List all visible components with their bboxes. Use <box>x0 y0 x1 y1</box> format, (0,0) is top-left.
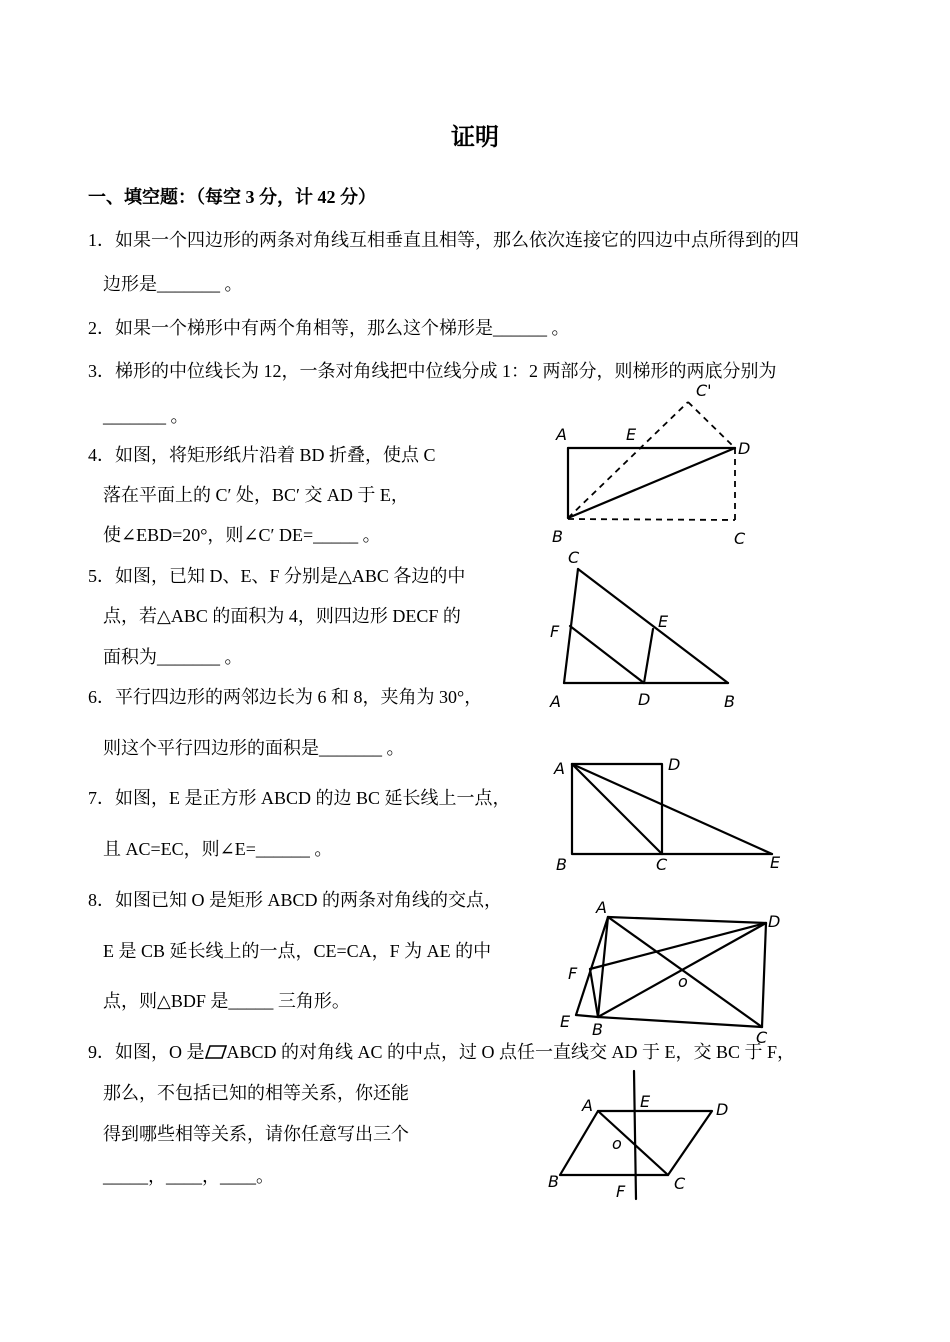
fig9-label-o: o <box>612 1134 622 1153</box>
fig7-label-c: C <box>656 855 668 874</box>
question-3-line-2: _______ 。 <box>103 406 189 426</box>
question-7-line-2: 且 AC=EC，则∠E=______ 。 <box>103 839 333 859</box>
fig4-label-a: A <box>556 425 567 444</box>
fig4-fold-bc-prime <box>568 402 688 518</box>
fig4-edge-bc <box>568 519 735 520</box>
question-5-line-1: 5．如图，已知 D、E、F 分别是△ABC 各边的中 <box>88 566 466 586</box>
question-8-line-2: E 是 CB 延长线上的一点，CE=CA，F 为 AE 的中 <box>103 941 492 961</box>
fig8-label-a: A <box>596 898 607 917</box>
question-4-line-1: 4．如图，将矩形纸片沿着 BD 折叠，使点 C <box>88 445 436 465</box>
fig8-label-f: F <box>568 964 578 983</box>
figure-8-rectangle-diagonals <box>540 895 800 1045</box>
question-9-line-1-end: ABCD 的对角线 AC 的中点，过 O 点任一直线交 AD 于 E，交 BC 于 F， <box>226 1042 796 1062</box>
fig5-label-f: F <box>550 622 560 641</box>
fig5-label-d: D <box>638 690 651 709</box>
page-title: 证明 <box>451 125 499 151</box>
question-6-line-1: 6．平行四边形的两邻边长为 6 和 8，夹角为 30°， <box>88 687 483 707</box>
question-9-line-1-start: 9．如图，O 是 <box>88 1042 205 1062</box>
fig7-segment-ae <box>572 764 772 854</box>
question-9-line-2: 那么，不包括已知的相等关系，你还能 <box>103 1083 409 1103</box>
fig9-label-c: C <box>674 1174 686 1193</box>
question-1-line-2: 边形是_______ 。 <box>103 274 243 294</box>
fig9-label-f: F <box>616 1182 626 1201</box>
question-3-line-1: 3．梯形的中位线长为 12，一条对角线把中位线分成 1：2 两部分，则梯形的两底分别为 <box>88 361 777 381</box>
fig9-label-b: B <box>548 1172 559 1191</box>
parallelogram-icon <box>205 1045 227 1059</box>
figure-9-parallelogram <box>540 1065 770 1210</box>
figure-5-triangle-midpoints <box>540 545 760 715</box>
fig5-edge-cb <box>578 569 728 683</box>
fig8-label-d: D <box>768 912 781 931</box>
fig8-label-e: E <box>560 1012 571 1031</box>
figure-7-square-extension <box>540 750 800 880</box>
question-7-line-1: 7．如图，E 是正方形 ABCD 的边 BC 延长线上一点， <box>88 788 511 808</box>
question-4-line-2: 落在平面上的 C′ 处，BC′ 交 AD 于 E， <box>103 485 409 505</box>
fig7-label-d: D <box>668 755 681 774</box>
fig8-label-b: B <box>592 1020 603 1039</box>
fig8-segment-fb <box>590 969 598 1017</box>
fig4-label-d: D <box>738 439 751 458</box>
question-8-line-3: 点，则△BDF 是_____ 三角形。 <box>103 991 350 1011</box>
fig4-label-c-prime: C' <box>696 381 712 400</box>
fig7-label-e: E <box>770 853 781 872</box>
fig7-label-a: A <box>554 759 565 778</box>
question-9-line-4: _____，____，____。 <box>103 1166 274 1186</box>
fig5-segment-fd <box>570 626 644 683</box>
fig5-label-e: E <box>658 612 669 631</box>
fig8-label-c: C <box>756 1028 768 1047</box>
fig4-fold-c-prime-d <box>688 402 735 448</box>
fig9-diagonal-ac <box>598 1111 668 1175</box>
question-5-line-3: 面积为_______ 。 <box>103 647 243 667</box>
fig9-line-ef <box>634 1071 636 1199</box>
figure-4-folded-rectangle <box>540 380 780 550</box>
fig9-label-e: E <box>640 1092 651 1111</box>
question-2-line-1: 2．如果一个梯形中有两个角相等，那么这个梯形是______ 。 <box>88 318 570 338</box>
fig9-label-a: A <box>582 1096 593 1115</box>
fig8-edge-bc <box>598 1017 762 1027</box>
fig5-label-a: A <box>550 692 561 711</box>
fig4-label-b: B <box>552 527 563 546</box>
section-heading: 一、填空题：（每空 3 分，计 42 分） <box>88 187 376 207</box>
fig7-label-b: B <box>556 855 567 874</box>
question-6-line-2: 则这个平行四边形的面积是_______ 。 <box>103 738 405 758</box>
fig5-label-c: C <box>568 548 580 567</box>
fig8-diagonal-bd <box>598 923 766 1017</box>
fig5-segment-ed <box>644 629 653 683</box>
fig9-label-d: D <box>716 1100 729 1119</box>
question-5-line-2: 点，若△ABC 的面积为 4，则四边形 DECF 的 <box>103 606 461 626</box>
fig8-edge-ad <box>608 917 766 923</box>
fig7-diagonal-ac <box>572 764 662 854</box>
fig5-label-b: B <box>724 692 735 711</box>
fig8-label-o: o <box>678 972 688 991</box>
fig4-label-c: C <box>734 529 746 548</box>
question-1-line-1: 1．如果一个四边形的两条对角线互相垂直且相等，那么依次连接它的四边中点所得到的四 <box>88 230 799 250</box>
fig4-label-e: E <box>626 425 637 444</box>
fig8-extension-eb <box>576 1015 598 1017</box>
fig4-diagonal-bd <box>568 448 735 518</box>
question-9-line-3: 得到哪些相等关系，请你任意写出三个 <box>103 1124 409 1144</box>
question-8-line-1: 8．如图已知 O 是矩形 ABCD 的两条对角线的交点， <box>88 890 503 910</box>
fig8-edge-dc <box>762 923 766 1027</box>
fig8-segment-fd <box>590 923 766 969</box>
question-4-line-3: 使∠EBD=20°，则∠C′ DE=_____ 。 <box>103 525 381 545</box>
